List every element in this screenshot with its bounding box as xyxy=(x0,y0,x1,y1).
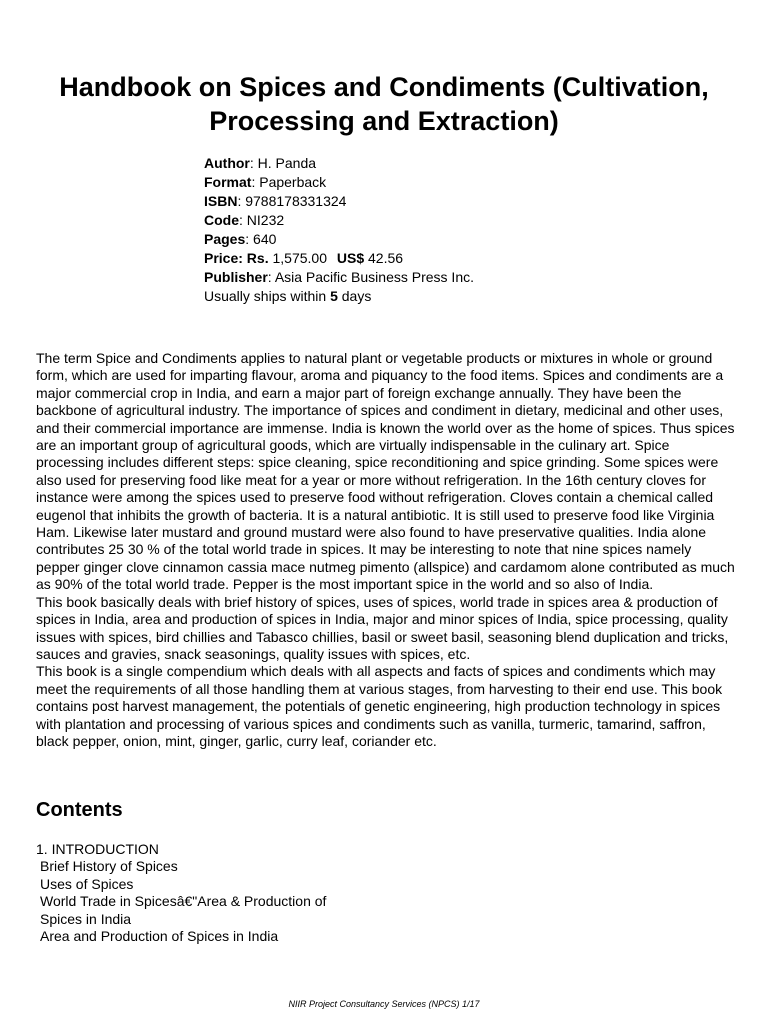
book-details xyxy=(204,154,474,306)
contents-topic: World Trade in Spicesâ€"Area & Production of Spices in India xyxy=(40,893,327,927)
author-value: H. Panda xyxy=(257,155,317,171)
contents-topic: Uses of Spices xyxy=(40,875,134,892)
shipping-days: 5 xyxy=(330,288,338,304)
code-row: Code: NI232 xyxy=(204,212,285,228)
shipping-row xyxy=(204,287,474,306)
shipping-prefix: Usually ships within xyxy=(204,288,327,304)
contents-topic: Area and Production of Spices in India xyxy=(40,928,279,945)
price-usd-value: 42.56 xyxy=(368,250,404,266)
publisher-value: Asia Pacific Business Press Inc. xyxy=(274,269,474,285)
isbn-row: ISBN: 9788178331324 xyxy=(204,193,347,209)
author-row: Author: H. Panda xyxy=(204,155,317,171)
contents-heading: Contents xyxy=(36,799,123,821)
author-label: Author xyxy=(204,155,250,171)
pages-label: Pages xyxy=(204,231,246,247)
pages-row: Pages: 640 xyxy=(204,231,277,247)
publisher-label: Publisher xyxy=(204,269,268,285)
price-rs-value: 1,575.00 xyxy=(272,250,327,266)
isbn-label: ISBN xyxy=(204,193,238,209)
format-value: Paperback xyxy=(259,174,327,190)
code-value: NI232 xyxy=(246,212,285,228)
book-description xyxy=(36,350,736,750)
page-footer: NIIR Project Consultancy Services (NPCS) 1/17 xyxy=(288,999,480,1009)
description-paragraph: This book is a single compendium which deals with all aspects and facts of spices and condiments which may meet the requirements of all those handling them at various stages, from harvesting to their end use. This book contains post harvest management, the potentials of genetic engineering, high production technology in spices with plantation and processing of various spices and condiments such as vanilla, turmeric, tamarind, saffron, black pepper, onion, mint, ginger, garlic, curry leaf, coriander etc. xyxy=(36,663,723,749)
format-label: Format xyxy=(204,174,252,190)
pages-value: 640 xyxy=(253,231,277,247)
format-row: Format: Paperback xyxy=(204,174,327,190)
shipping-suffix: days xyxy=(341,288,372,304)
price-usd-label: US$ xyxy=(336,250,365,266)
page-title: Handbook on Spices and Condiments (Cultivation, Processing and Extraction) xyxy=(59,72,709,136)
isbn-value: 9788178331324 xyxy=(245,193,347,209)
contents-topic: Brief History of Spices xyxy=(40,858,178,875)
contents-list xyxy=(36,841,340,945)
description-paragraph: The term Spice and Condiments applies to natural plant or vegetable products or mixtures in whole or ground form, which are used for imparting flavour, aroma and piquancy to the food items. Spices and condiments are a major commercial crop in India, and earn a major part of foreign exchange annually. They have been the backbone of agricultural industry. The importance of spices and condiment in dietary, medicinal and other uses, and their commercial importance are immense. India is known the world over as the home of spices. Thus spices are an important group of agricultural goods, which are virtually indispensable in the culinary art. Spice processing includes different steps: spice cleaning, spice reconditioning and spice grinding. Some spices were also used for preserving food like meat for a year or more without refrigeration. In the 16th century cloves for instance were among the spices used to preserve food without refrigeration. Cloves contain a chemical called eugenol that inhibits the growth of bacteria. It is a natural antibiotic. It is still used to preserve food like Virginia Ham. Likewise later mustard and ground mustard were also found to have preservative qualities. India alone contributes 25 30 % of the total world trade in spices. It may be interesting to note that nine spices namely pepper ginger clove cinnamon cassia mace nutmeg pimento (allspice) and cardamom alone contributed as much as 90% of the total world trade. Pepper is the most important spice in the world and so also of India. xyxy=(36,350,735,593)
price-row xyxy=(204,249,474,268)
publisher-row: Publisher: Asia Pacific Business Press Inc. xyxy=(204,269,474,285)
description-paragraph: This book basically deals with brief history of spices, uses of spices, world trade in spices area & production of spices in India, area and production of spices in India, major and minor spices of India, spice processing, quality issues with spices, bird chillies and Tabasco chillies, basil or sweet basil, seasoning blend duplication and tricks, sauces and gravies, snack seasonings, quality issues with spices, etc. xyxy=(36,593,729,662)
chapter-title: 1. INTRODUCTION xyxy=(36,841,159,857)
code-label: Code xyxy=(204,212,239,228)
price-rs-label: Price: Rs. xyxy=(204,250,269,266)
